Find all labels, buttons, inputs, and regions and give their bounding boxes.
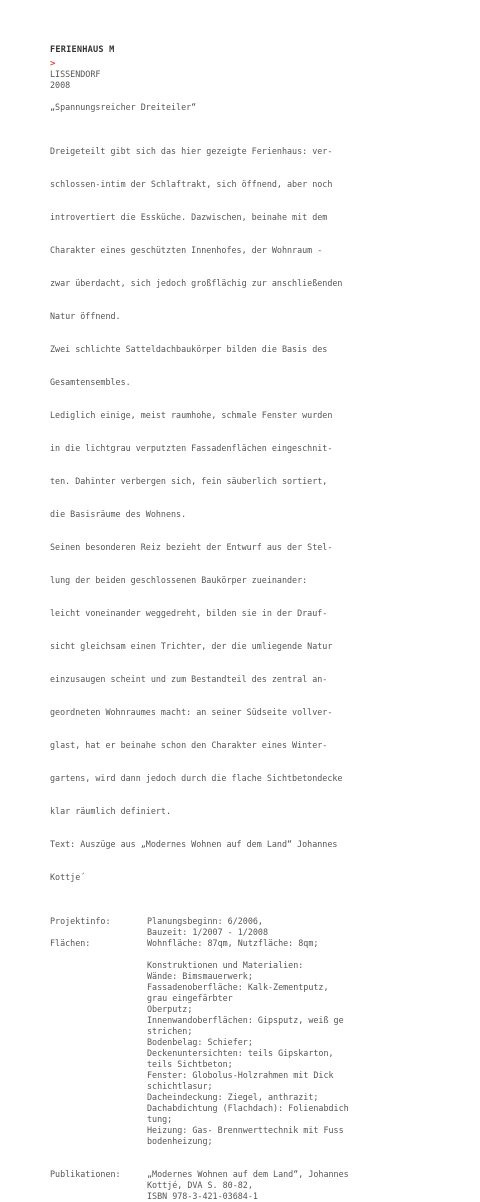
description-line: Kottje´ <box>50 872 86 882</box>
project-year: 2008 <box>50 80 71 90</box>
project-page <box>50 45 445 1202</box>
konstruktion-line: Dachabdichtung (Flachdach): Folienabdich <box>147 1103 349 1113</box>
description-line: gartens, wird dann jedoch durch die flache Sichtbetondecke <box>50 773 343 783</box>
description-line: Lediglich einige, meist raumhohe, schmale Fenster wurden <box>50 410 333 420</box>
publikationen-line: „Modernes Wohnen auf dem Land“, Johannes <box>147 1169 349 1179</box>
konstruktion-line: strichen; <box>147 1026 193 1036</box>
spacer <box>50 1147 445 1169</box>
description-line: in die lichtgrau verputzten Fassadenflächen eingeschnit- <box>50 443 333 453</box>
publikationen-line: ISBN 978-3-421-03684-1 <box>147 1191 258 1201</box>
projektinfo-line: Bauzeit: 1/2007 - 1/2008 <box>147 927 269 937</box>
projektinfo-value <box>147 916 445 938</box>
konstruktion-line: Deckenuntersichten: teils Gipskarton, <box>147 1048 334 1058</box>
spacer <box>147 949 445 960</box>
description-line: einzusaugen scheint und zum Bestandteil des zentral an- <box>50 674 328 684</box>
projektinfo-line: Planungsbeginn: 6/2006, <box>147 916 263 926</box>
flaechen-value <box>147 938 445 1147</box>
konstruktion-line: teils Sichtbeton; <box>147 1059 233 1069</box>
konstruktion-line: Heizung: Gas- Brennwerttechnik mit Fuss <box>147 1125 344 1135</box>
description-line: sicht gleichsam einen Trichter, der die umliegende Natur <box>50 641 333 651</box>
projektinfo-label: Projektinfo: <box>50 916 111 926</box>
konstruktion-line: Bodenbelag: Schiefer; <box>147 1037 253 1047</box>
konstruktion-line: bodenheizung; <box>147 1136 213 1146</box>
description-line: Dreigeteilt gibt sich das hier gezeigte Ferienhaus: ver- <box>50 146 333 156</box>
konstruktion-line: Oberputz; <box>147 1004 193 1014</box>
description-line: Text: Auszüge aus „Modernes Wohnen auf dem Land“ Johannes <box>50 839 338 849</box>
flaechen-line: Wohnfläche: 87qm, Nutzfläche: 8qm; <box>147 938 319 948</box>
konstruktion-line: Dacheindeckung: Ziegel, anthrazit; <box>147 1092 319 1102</box>
konstruktion-line: schichtlasur; <box>147 1081 213 1091</box>
description-line: geordneten Wohnraumes macht: an seiner Südseite vollver- <box>50 707 333 717</box>
publikationen-label: Publikationen: <box>50 1169 121 1179</box>
description-line: Seinen besonderen Reiz bezieht der Entwurf aus der Stel- <box>50 542 333 552</box>
description-line: klar räumlich definiert. <box>50 806 172 816</box>
konstruktion-line: Fassadenoberfläche: Kalk-Zementputz, <box>147 982 329 992</box>
description-line: Zwei schlichte Satteldachbaukörper bilden die Basis des <box>50 344 328 354</box>
project-info-table <box>50 916 445 1202</box>
konstruktion-line: grau eingefärbter <box>147 993 233 1003</box>
description-line: Charakter eines geschützten Innenhofes, der Wohnraum - <box>50 245 323 255</box>
konstruktion-line: Konstruktionen und Materialien: <box>147 960 304 970</box>
publikationen-value <box>147 1169 445 1202</box>
description-line: Natur öffnend. <box>50 311 121 321</box>
flaechen-label: Flächen: <box>50 938 91 948</box>
description-line: lung der beiden geschlossenen Baukörper zueinander: <box>50 575 308 585</box>
project-subtitle: „Spannungsreicher Dreiteiler“ <box>50 102 197 112</box>
project-description <box>50 124 445 905</box>
flaechen-row <box>50 938 445 1147</box>
description-line: ten. Dahinter verbergen sich, fein säuberlich sortiert, <box>50 476 328 486</box>
description-line: schlossen-intim der Schlaftrakt, sich öffnend, aber noch <box>50 179 333 189</box>
description-line: zwar überdacht, sich jedoch großflächig zur anschließenden <box>50 278 343 288</box>
project-location: LISSENDORF <box>50 69 101 79</box>
konstruktion-line: tung; <box>147 1114 173 1124</box>
description-line: Gesamtensembles. <box>50 377 131 387</box>
projektinfo-row <box>50 916 445 938</box>
konstruktion-line: Wände: Bimsmauerwerk; <box>147 971 253 981</box>
project-title: FERIENHAUS M <box>50 45 115 55</box>
konstruktion-line: Fenster: Globolus-Holzrahmen mit Dick <box>147 1070 334 1080</box>
publikationen-row <box>50 1169 445 1202</box>
konstruktion-line: Innenwandoberflächen: Gipsputz, weiß ge <box>147 1015 344 1025</box>
publikationen-line: Kottjé, DVA S. 80-82, <box>147 1180 253 1190</box>
back-arrow-link[interactable]: > <box>50 59 56 69</box>
description-line: leicht voneinander weggedreht, bilden sie in der Drauf- <box>50 608 328 618</box>
description-line: introvertiert die Essküche. Dazwischen, beinahe mit dem <box>50 212 328 222</box>
description-line: die Basisräume des Wohnens. <box>50 509 187 519</box>
description-line: glast, hat er beinahe schon den Charakter eines Winter- <box>50 740 328 750</box>
